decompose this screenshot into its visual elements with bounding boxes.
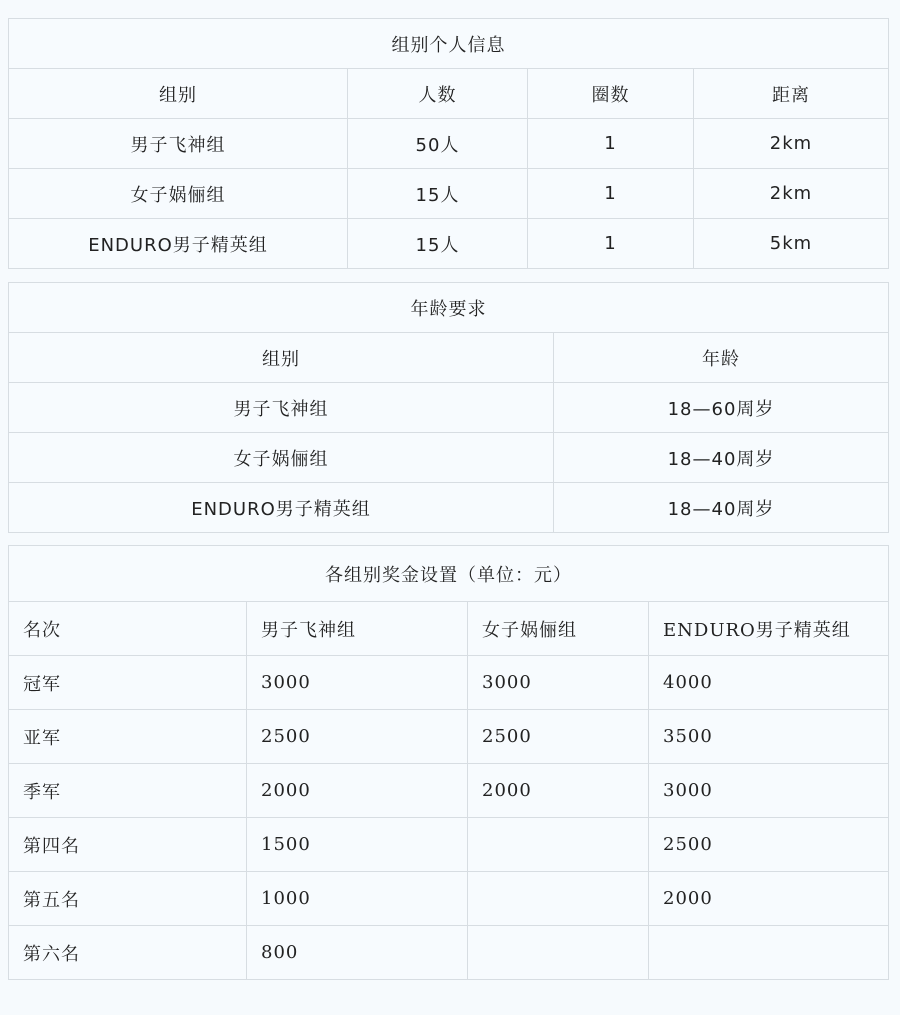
table-cell: 2000	[247, 764, 468, 818]
table-row	[9, 383, 889, 433]
table-row	[9, 169, 889, 219]
column-header: 组别	[9, 333, 554, 383]
column-header: 女子娲俪组	[468, 602, 649, 656]
table-row	[9, 433, 889, 483]
age-requirement-table	[8, 282, 889, 533]
table-title: 组别个人信息	[9, 19, 889, 69]
table-header-row	[9, 69, 889, 119]
table-cell: 男子飞神组	[9, 383, 554, 433]
table-cell	[468, 872, 649, 926]
table-row	[9, 219, 889, 269]
table-cell: ENDURO男子精英组	[9, 483, 554, 533]
table-cell: 季军	[9, 764, 247, 818]
table-cell: 1	[528, 119, 694, 169]
table-cell: 18—60周岁	[554, 383, 889, 433]
table-cell: 3500	[649, 710, 889, 764]
table-cell	[649, 926, 889, 980]
table-cell	[468, 926, 649, 980]
table-row	[9, 656, 889, 710]
table-title: 各组别奖金设置（单位：元）	[9, 546, 889, 602]
table-cell: 2000	[649, 872, 889, 926]
table-cell: 2500	[649, 818, 889, 872]
table-row	[9, 818, 889, 872]
column-header: 圈数	[528, 69, 694, 119]
table-cell: 2km	[694, 169, 889, 219]
table-header-row	[9, 333, 889, 383]
column-header: ENDURO男子精英组	[649, 602, 889, 656]
table-cell: 800	[247, 926, 468, 980]
table-cell	[468, 818, 649, 872]
table-row	[9, 926, 889, 980]
table-cell: 50人	[348, 119, 528, 169]
table-cell: 2500	[468, 710, 649, 764]
table-cell: 4000	[649, 656, 889, 710]
column-header: 年龄	[554, 333, 889, 383]
group-info-table	[8, 18, 889, 269]
table-title-row	[9, 19, 889, 69]
table-row	[9, 119, 889, 169]
table-cell: 女子娲俪组	[9, 433, 554, 483]
table-cell: 2km	[694, 119, 889, 169]
table-cell: 3000	[468, 656, 649, 710]
table-cell: 3000	[649, 764, 889, 818]
table-cell: 第五名	[9, 872, 247, 926]
table-row	[9, 872, 889, 926]
table-cell: 18—40周岁	[554, 433, 889, 483]
table-row	[9, 483, 889, 533]
table-header-row	[9, 602, 889, 656]
table-cell: 3000	[247, 656, 468, 710]
table-title-row	[9, 546, 889, 602]
table-title: 年龄要求	[9, 283, 889, 333]
table-cell: 2500	[247, 710, 468, 764]
column-header: 人数	[348, 69, 528, 119]
table-cell: ENDURO男子精英组	[9, 219, 348, 269]
table-cell: 1000	[247, 872, 468, 926]
prize-money-table	[8, 545, 889, 980]
column-header: 名次	[9, 602, 247, 656]
table-cell: 18—40周岁	[554, 483, 889, 533]
table-cell: 冠军	[9, 656, 247, 710]
table-cell: 1500	[247, 818, 468, 872]
table-cell: 男子飞神组	[9, 119, 348, 169]
table-row	[9, 764, 889, 818]
table-cell: 1	[528, 219, 694, 269]
table-cell: 1	[528, 169, 694, 219]
table-cell: 第六名	[9, 926, 247, 980]
column-header: 组别	[9, 69, 348, 119]
table-row	[9, 710, 889, 764]
table-cell: 第四名	[9, 818, 247, 872]
table-cell: 5km	[694, 219, 889, 269]
column-header: 男子飞神组	[247, 602, 468, 656]
table-title-row	[9, 283, 889, 333]
table-cell: 15人	[348, 169, 528, 219]
table-cell: 女子娲俪组	[9, 169, 348, 219]
table-cell: 亚军	[9, 710, 247, 764]
table-cell: 2000	[468, 764, 649, 818]
table-cell: 15人	[348, 219, 528, 269]
column-header: 距离	[694, 69, 889, 119]
